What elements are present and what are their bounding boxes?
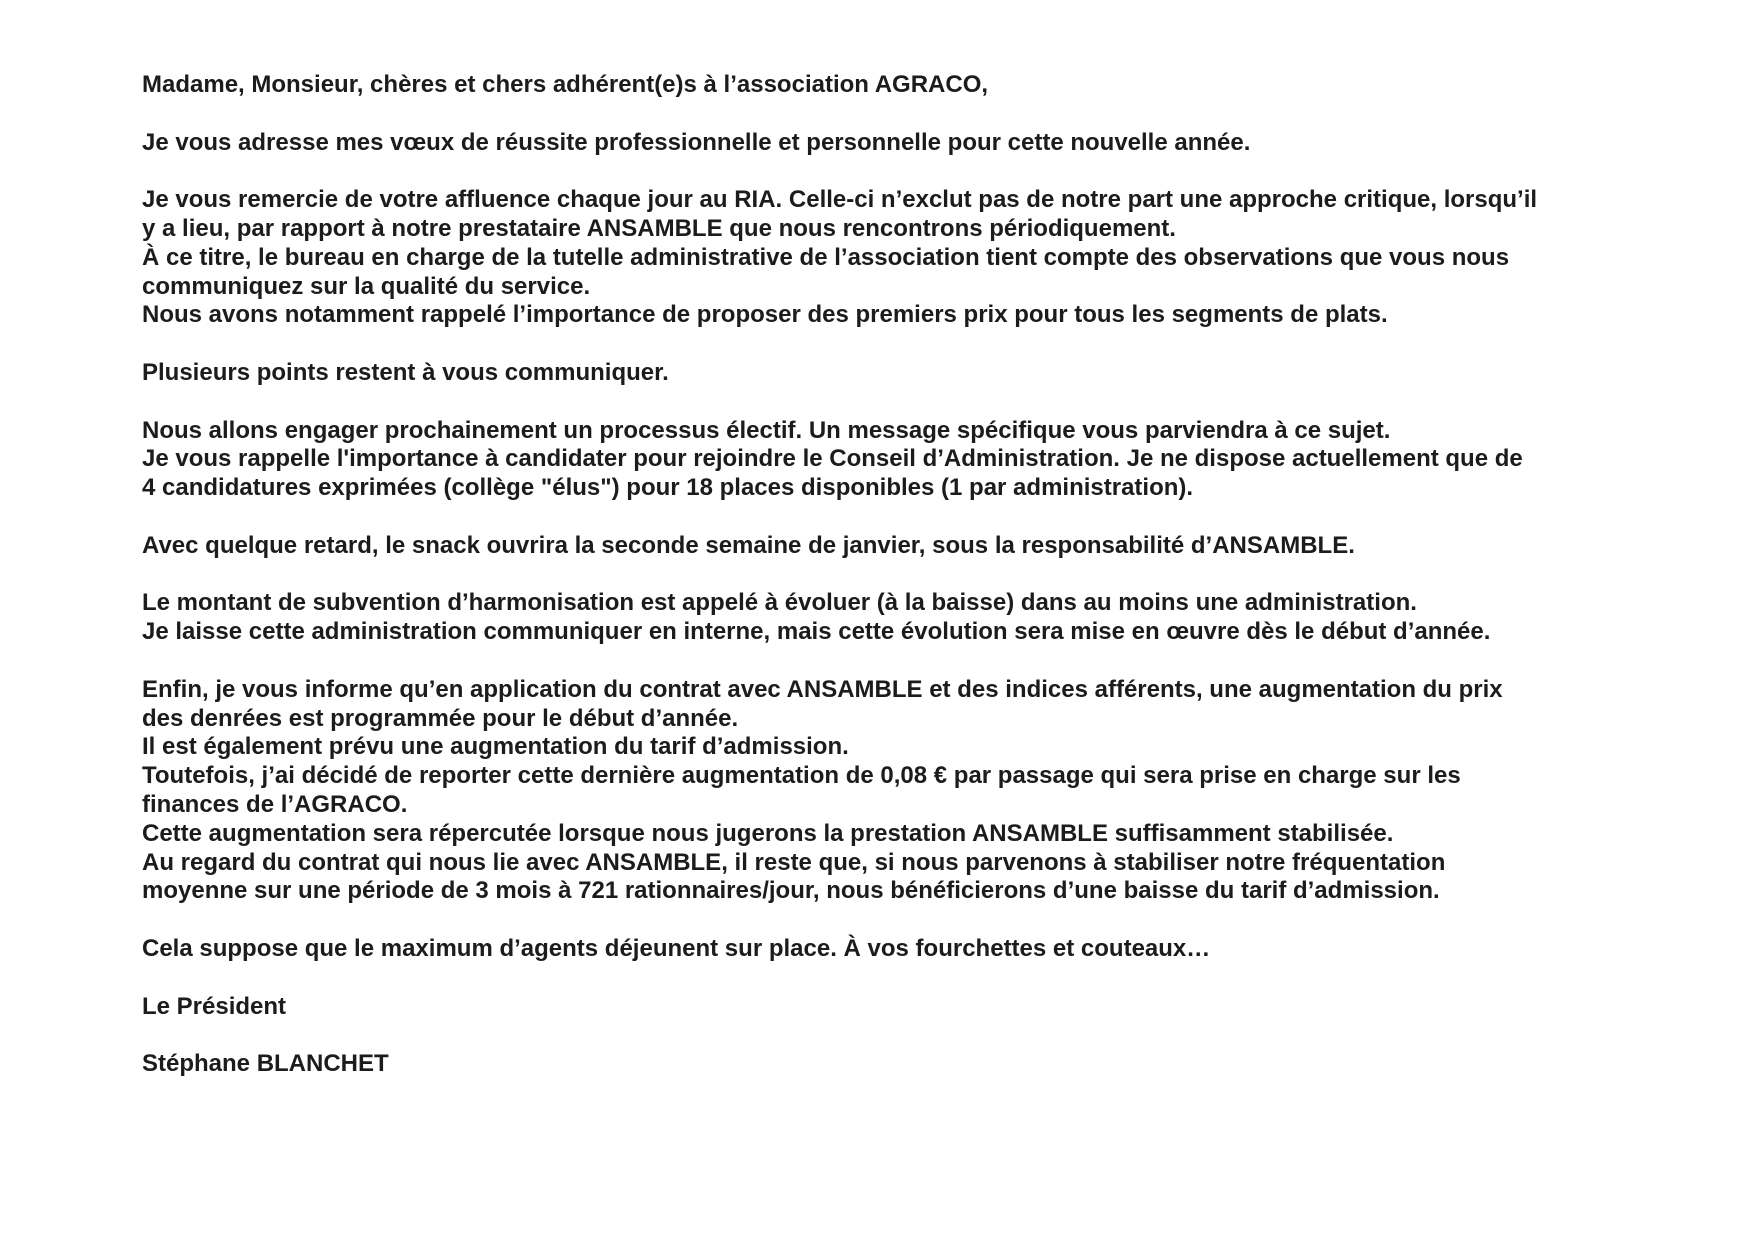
ria-feedback (142, 186, 1537, 330)
letter-line: finances de l’AGRACO. (142, 790, 408, 818)
letter-line: Au regard du contrat qui nous lie avec ANSAMBLE, il reste que, si nous parvenons à stabiliser notre fréquentation (142, 848, 1446, 876)
new-year-wishes (142, 129, 1537, 158)
letter-line: Le montant de subvention d’harmonisation est appelé à évoluer (à la baisse) dans au moins une administration. (142, 589, 1417, 617)
letter-line: Je vous remercie de votre affluence chaque jour au RIA. Celle-ci n’exclut pas de notre part une approche critique, lorsqu’il (142, 186, 1538, 214)
letter-line: communiquez sur la qualité du service. (142, 272, 591, 300)
letter-line: des denrées est programmée pour le début d’année. (142, 704, 739, 732)
letter-line: À ce titre, le bureau en charge de la tutelle administrative de l’association tient compte des observations que vous nous (142, 243, 1510, 271)
snack-opening (142, 532, 1537, 561)
letter-line: Le Président (142, 992, 287, 1020)
letter-line: Je vous adresse mes vœux de réussite professionnelle et personnelle pour cette nouvelle année. (142, 128, 1251, 156)
signature-role (142, 993, 1537, 1022)
subvention (142, 589, 1537, 647)
closing (142, 935, 1537, 964)
letter-line: Enfin, je vous informe qu’en application du contrat avec ANSAMBLE et des indices afférents, une augmentation du prix (142, 675, 1503, 703)
letter-line: Je laisse cette administration communiquer en interne, mais cette évolution sera mise en œuvre dès le début d’année. (142, 618, 1491, 646)
points-intro (142, 359, 1537, 388)
letter-line: y a lieu, par rapport à notre prestataire ANSAMBLE que nous rencontrons périodiquement. (142, 214, 1176, 242)
letter-line: Madame, Monsieur, chères et chers adhérent(e)s à l’association AGRACO, (142, 71, 989, 98)
letter-line: Avec quelque retard, le snack ouvrira la seconde semaine de janvier, sous la responsabilité d’ANSAMBLE. (142, 531, 1355, 559)
letter-line: Nous avons notamment rappelé l’importance de proposer des premiers prix pour tous les segments de plats. (142, 301, 1388, 329)
letter-line: Je vous rappelle l'importance à candidater pour rejoindre le Conseil d’Administration. Je ne dispose actuellement que de (142, 445, 1523, 473)
salutation (142, 71, 1537, 100)
letter-line: Toutefois, j’ai décidé de reporter cette dernière augmentation de 0,08 € par passage qui sera prise en charge sur les (142, 762, 1461, 790)
letter-line: Stéphane BLANCHET (142, 1050, 389, 1078)
letter-line: Cette augmentation sera répercutée lorsque nous jugerons la prestation ANSAMBLE suffisamment stabilisée. (142, 819, 1394, 847)
letter-line: Plusieurs points restent à vous communiquer. (142, 358, 669, 386)
letter-line: moyenne sur une période de 3 mois à 721 rationnaires/jour, nous bénéficierons d’une baisse du tarif d’admission. (142, 877, 1440, 905)
elections (142, 417, 1537, 503)
letter-line: Cela suppose que le maximum d’agents déjeunent sur place. À vos fourchettes et couteaux… (142, 934, 1211, 962)
letter-body (142, 71, 1537, 1079)
letter-line: 4 candidatures exprimées (collège "élus") pour 18 places disponibles (1 par administration). (142, 474, 1194, 502)
price-increase (142, 676, 1537, 906)
signature-name (142, 1050, 1537, 1079)
letter-line: Nous allons engager prochainement un processus électif. Un message spécifique vous parviendra à ce sujet. (142, 416, 1391, 444)
letter-line: Il est également prévu une augmentation du tarif d’admission. (142, 733, 849, 761)
